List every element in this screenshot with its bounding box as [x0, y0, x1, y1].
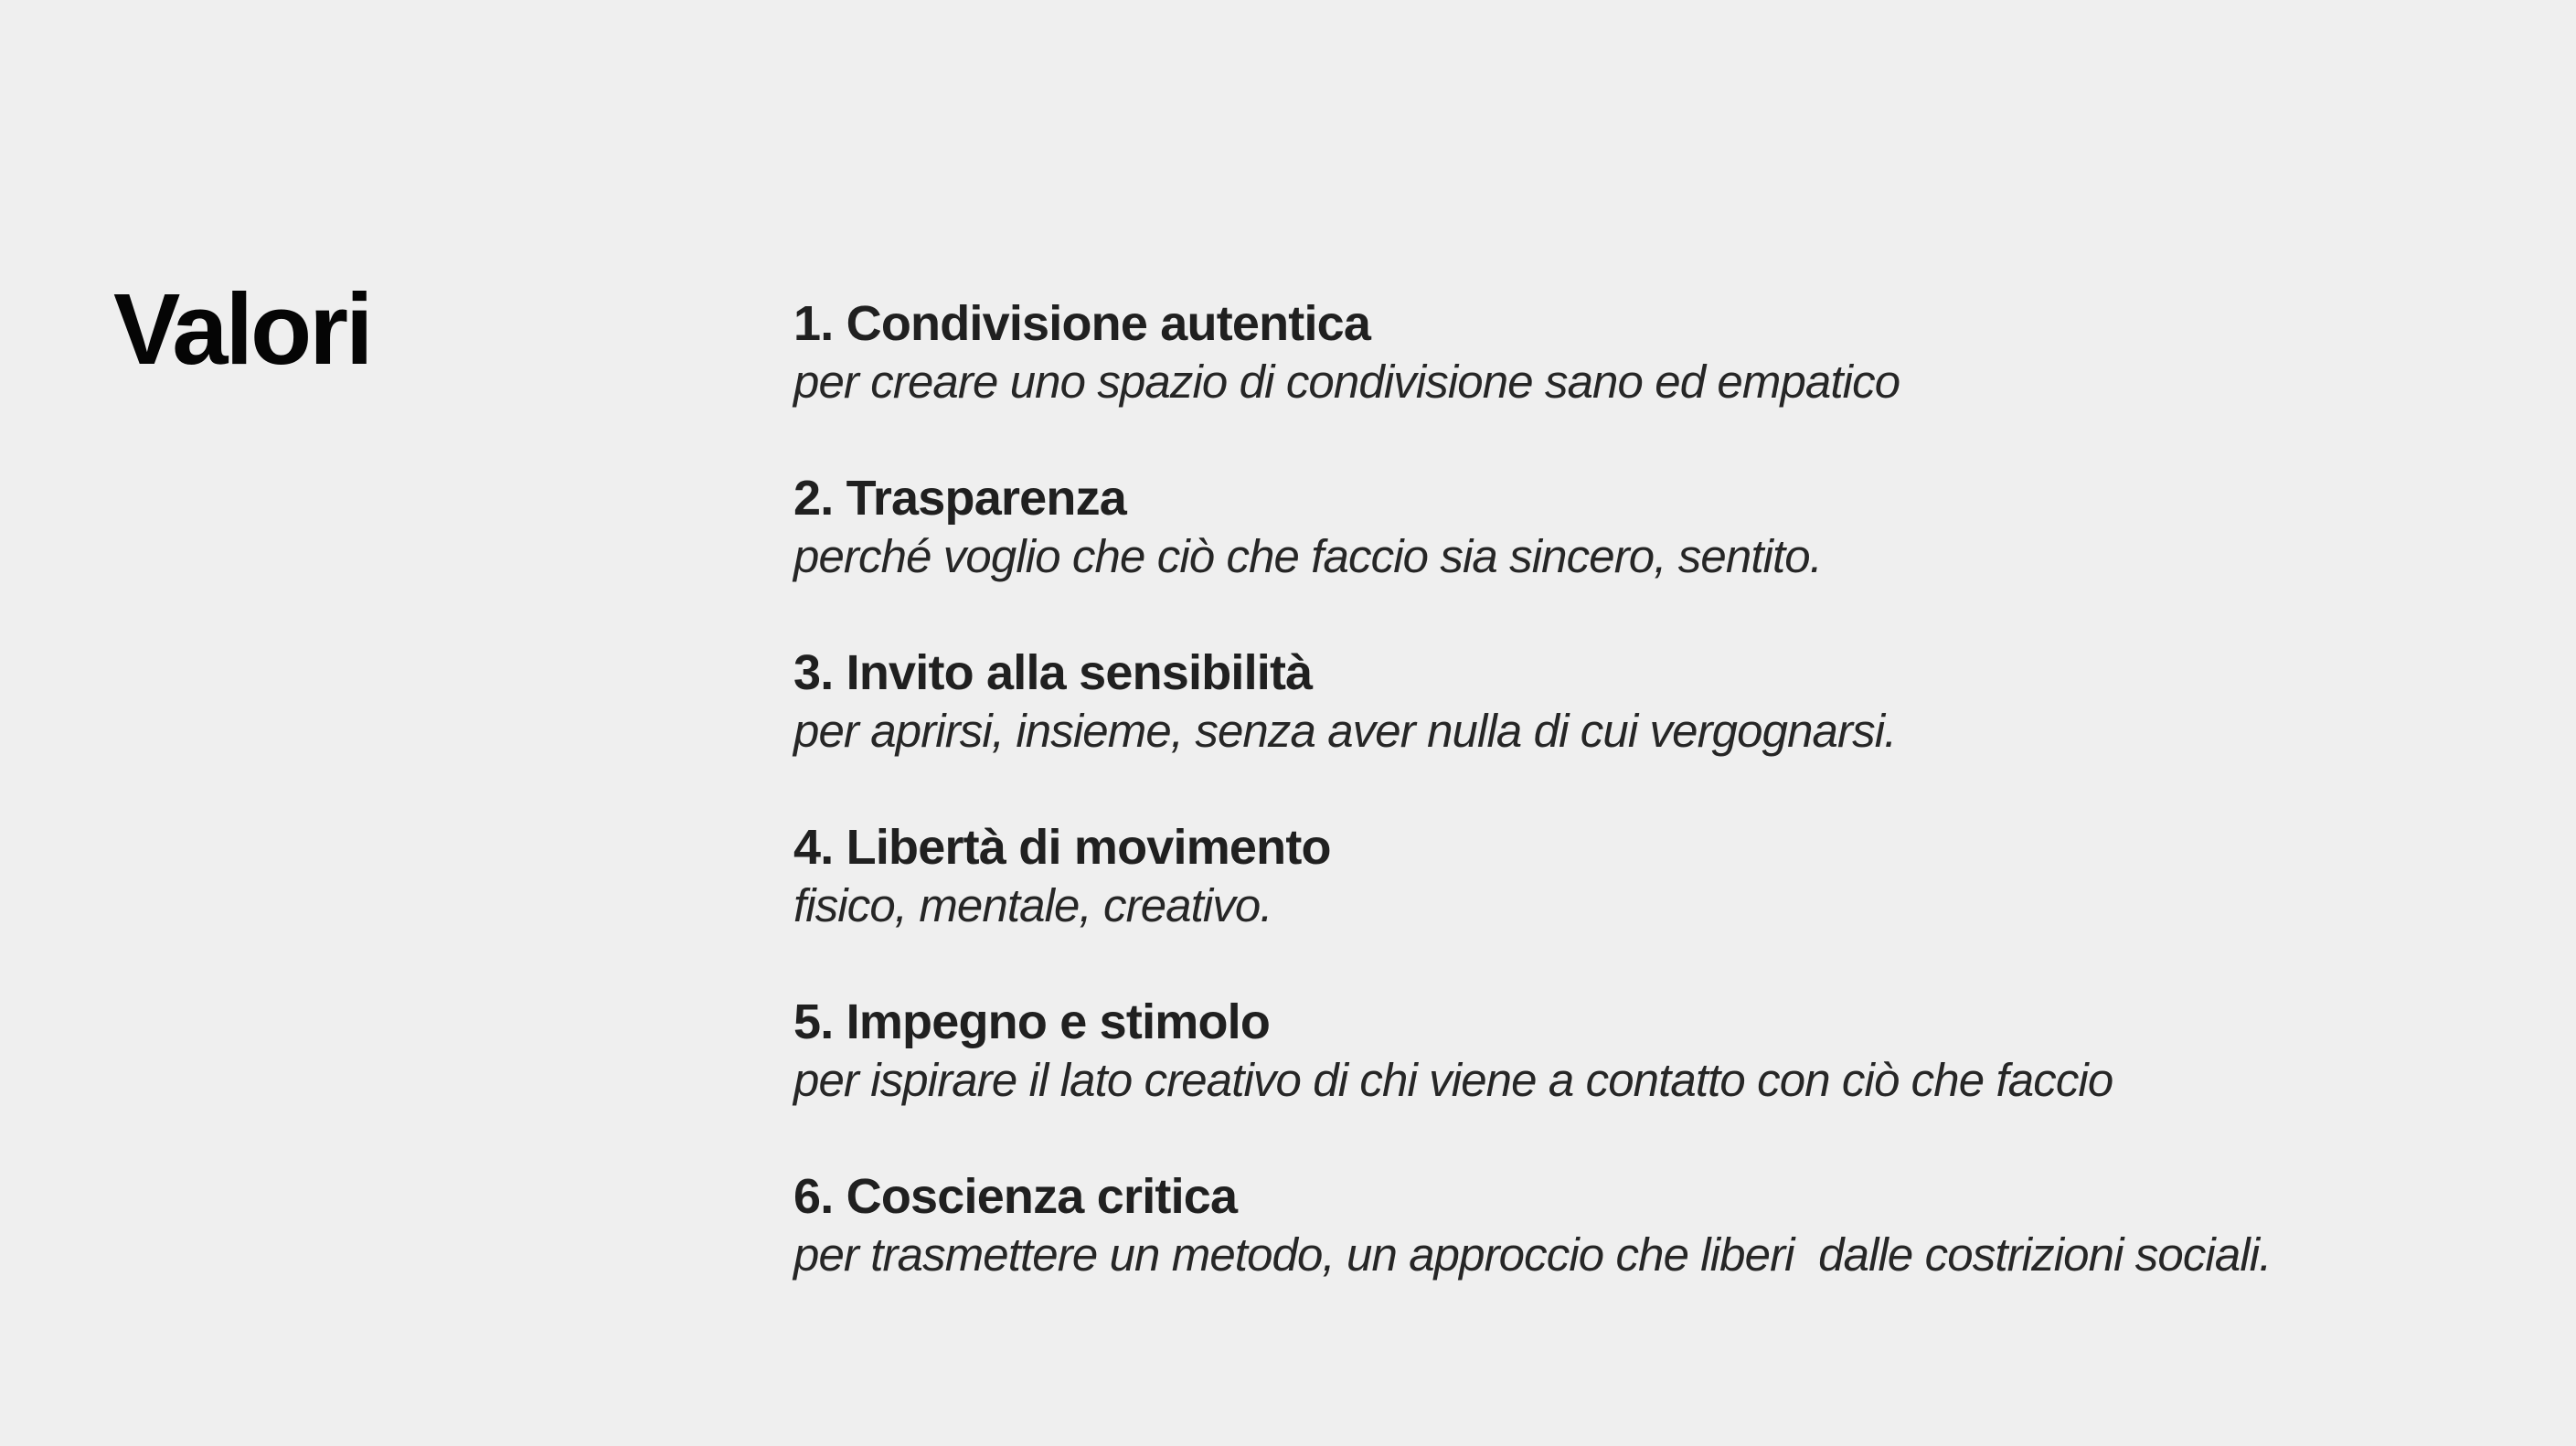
value-heading: 1. Condivisione autentica: [793, 296, 1371, 351]
value-item-6: [793, 1165, 2439, 1340]
value-item-2: [793, 467, 2439, 642]
value-description: per trasmettere un metodo, un approccio che liberi dalle costrizioni sociali.: [793, 1228, 2272, 1281]
value-description: perché voglio che ciò che faccio sia sincero, sentito.: [793, 530, 1823, 582]
value-item-3: [793, 642, 2439, 816]
value-item-4: [793, 816, 2439, 991]
value-heading: 3. Invito alla sensibilità: [793, 645, 1313, 700]
value-item-1: [793, 292, 2439, 467]
slide-title: Valori: [113, 273, 371, 386]
value-item-5: [793, 991, 2439, 1165]
value-description: per ispirare il lato creativo di chi viene a contatto con ciò che faccio: [793, 1054, 2113, 1106]
value-description: per aprirsi, insieme, senza aver nulla di cui vergognarsi.: [793, 705, 1897, 757]
values-list: [793, 292, 2439, 1340]
value-heading: 4. Libertà di movimento: [793, 820, 1331, 875]
value-heading: 5. Impegno e stimolo: [793, 994, 1271, 1049]
value-heading: 2. Trasparenza: [793, 471, 1127, 526]
value-heading: 6. Coscienza critica: [793, 1169, 1238, 1224]
value-description: fisico, mentale, creativo.: [793, 879, 1272, 931]
value-description: per creare uno spazio di condivisione sano ed empatico: [793, 356, 1900, 408]
